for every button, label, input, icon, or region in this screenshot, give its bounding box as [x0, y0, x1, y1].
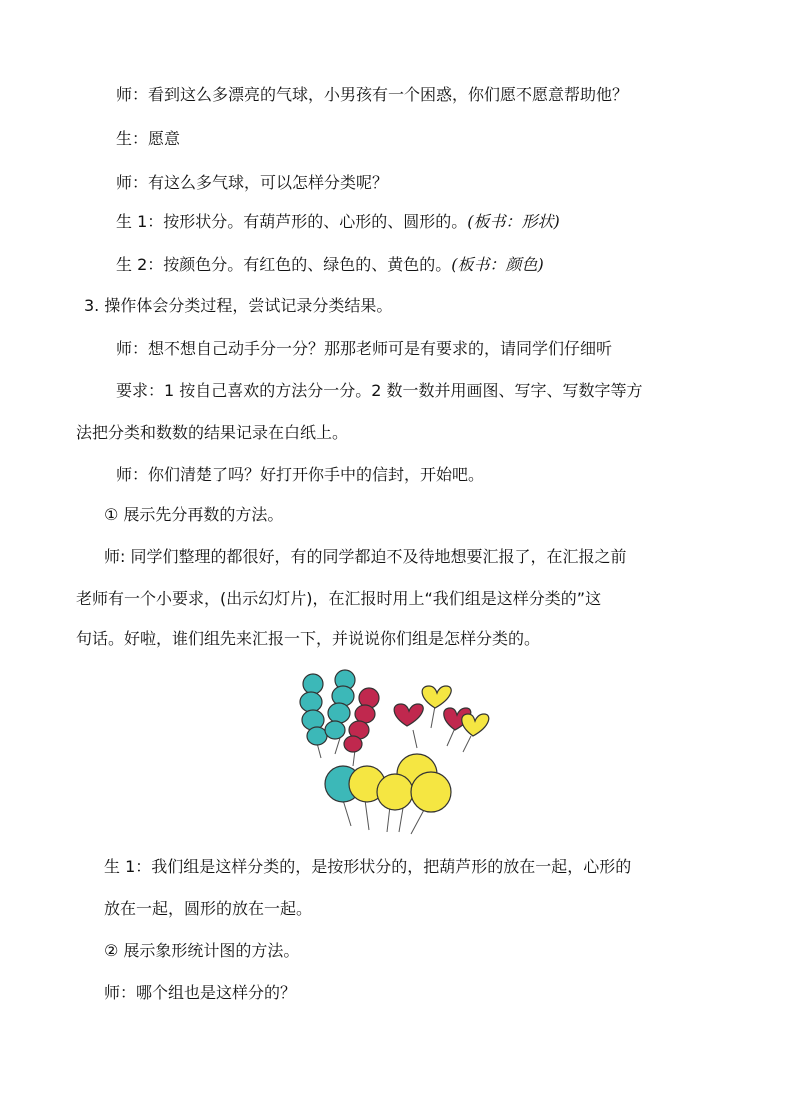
balloons-illustration: [295, 668, 495, 838]
dialogue-text: 生 2：按颜色分。有红色的、绿色的、黄色的。: [116, 255, 452, 274]
requirement-line: 要求：1 按自己喜欢的方法分一分。2 数一数并用画图、写字、写数字等方: [116, 381, 643, 400]
dialogue-line: [116, 211, 560, 233]
dialogue-line: 生：愿意: [116, 129, 181, 148]
dialogue-line: 放在一起，圆形的放在一起。: [104, 899, 313, 918]
dialogue-line: 师：看到这么多漂亮的气球，小男孩有一个困惑，你们愿不愿意帮助他？: [116, 85, 629, 104]
dialogue-line: 师：你们清楚了吗？好打开你手中的信封，开始吧。: [116, 465, 485, 484]
dialogue-line: 老师有一个小要求，(出示幻灯片)，在汇报时用上“我们组是这样分类的”这: [76, 589, 602, 608]
heart-balloons: [394, 686, 489, 736]
section-heading: 3. 操作体会分类过程，尝试记录分类结果。: [84, 296, 393, 315]
dialogue-line: 师：哪个组也是这样分的？: [104, 983, 297, 1002]
step-heading: ② 展示象形统计图的方法。: [104, 941, 300, 960]
dialogue-line: 师：想不想自己动手分一分？那那老师可是有要求的，请同学们仔细听: [116, 339, 613, 358]
board-note: (板书：形状): [467, 212, 560, 231]
dialogue-line: 句话。好啦，谁们组先来汇报一下，并说说你们组是怎样分类的。: [76, 629, 541, 648]
dialogue-line: 师: 同学们整理的都很好，有的同学都迫不及待地想要汇报了，在汇报之前: [104, 547, 627, 566]
requirement-line: 法把分类和数数的结果记录在白纸上。: [76, 423, 349, 442]
step-heading: ① 展示先分再数的方法。: [104, 505, 284, 524]
dialogue-line: 师：有这么多气球，可以怎样分类呢？: [116, 173, 389, 192]
board-note: (板书：颜色): [451, 255, 544, 274]
dialogue-text: 生 1：按形状分。有葫芦形的、心形的、圆形的。: [116, 212, 468, 231]
dialogue-line: 生 1：我们组是这样分类的，是按形状分的，把葫芦形的放在一起，心形的: [104, 857, 632, 876]
dialogue-line: [116, 254, 544, 276]
